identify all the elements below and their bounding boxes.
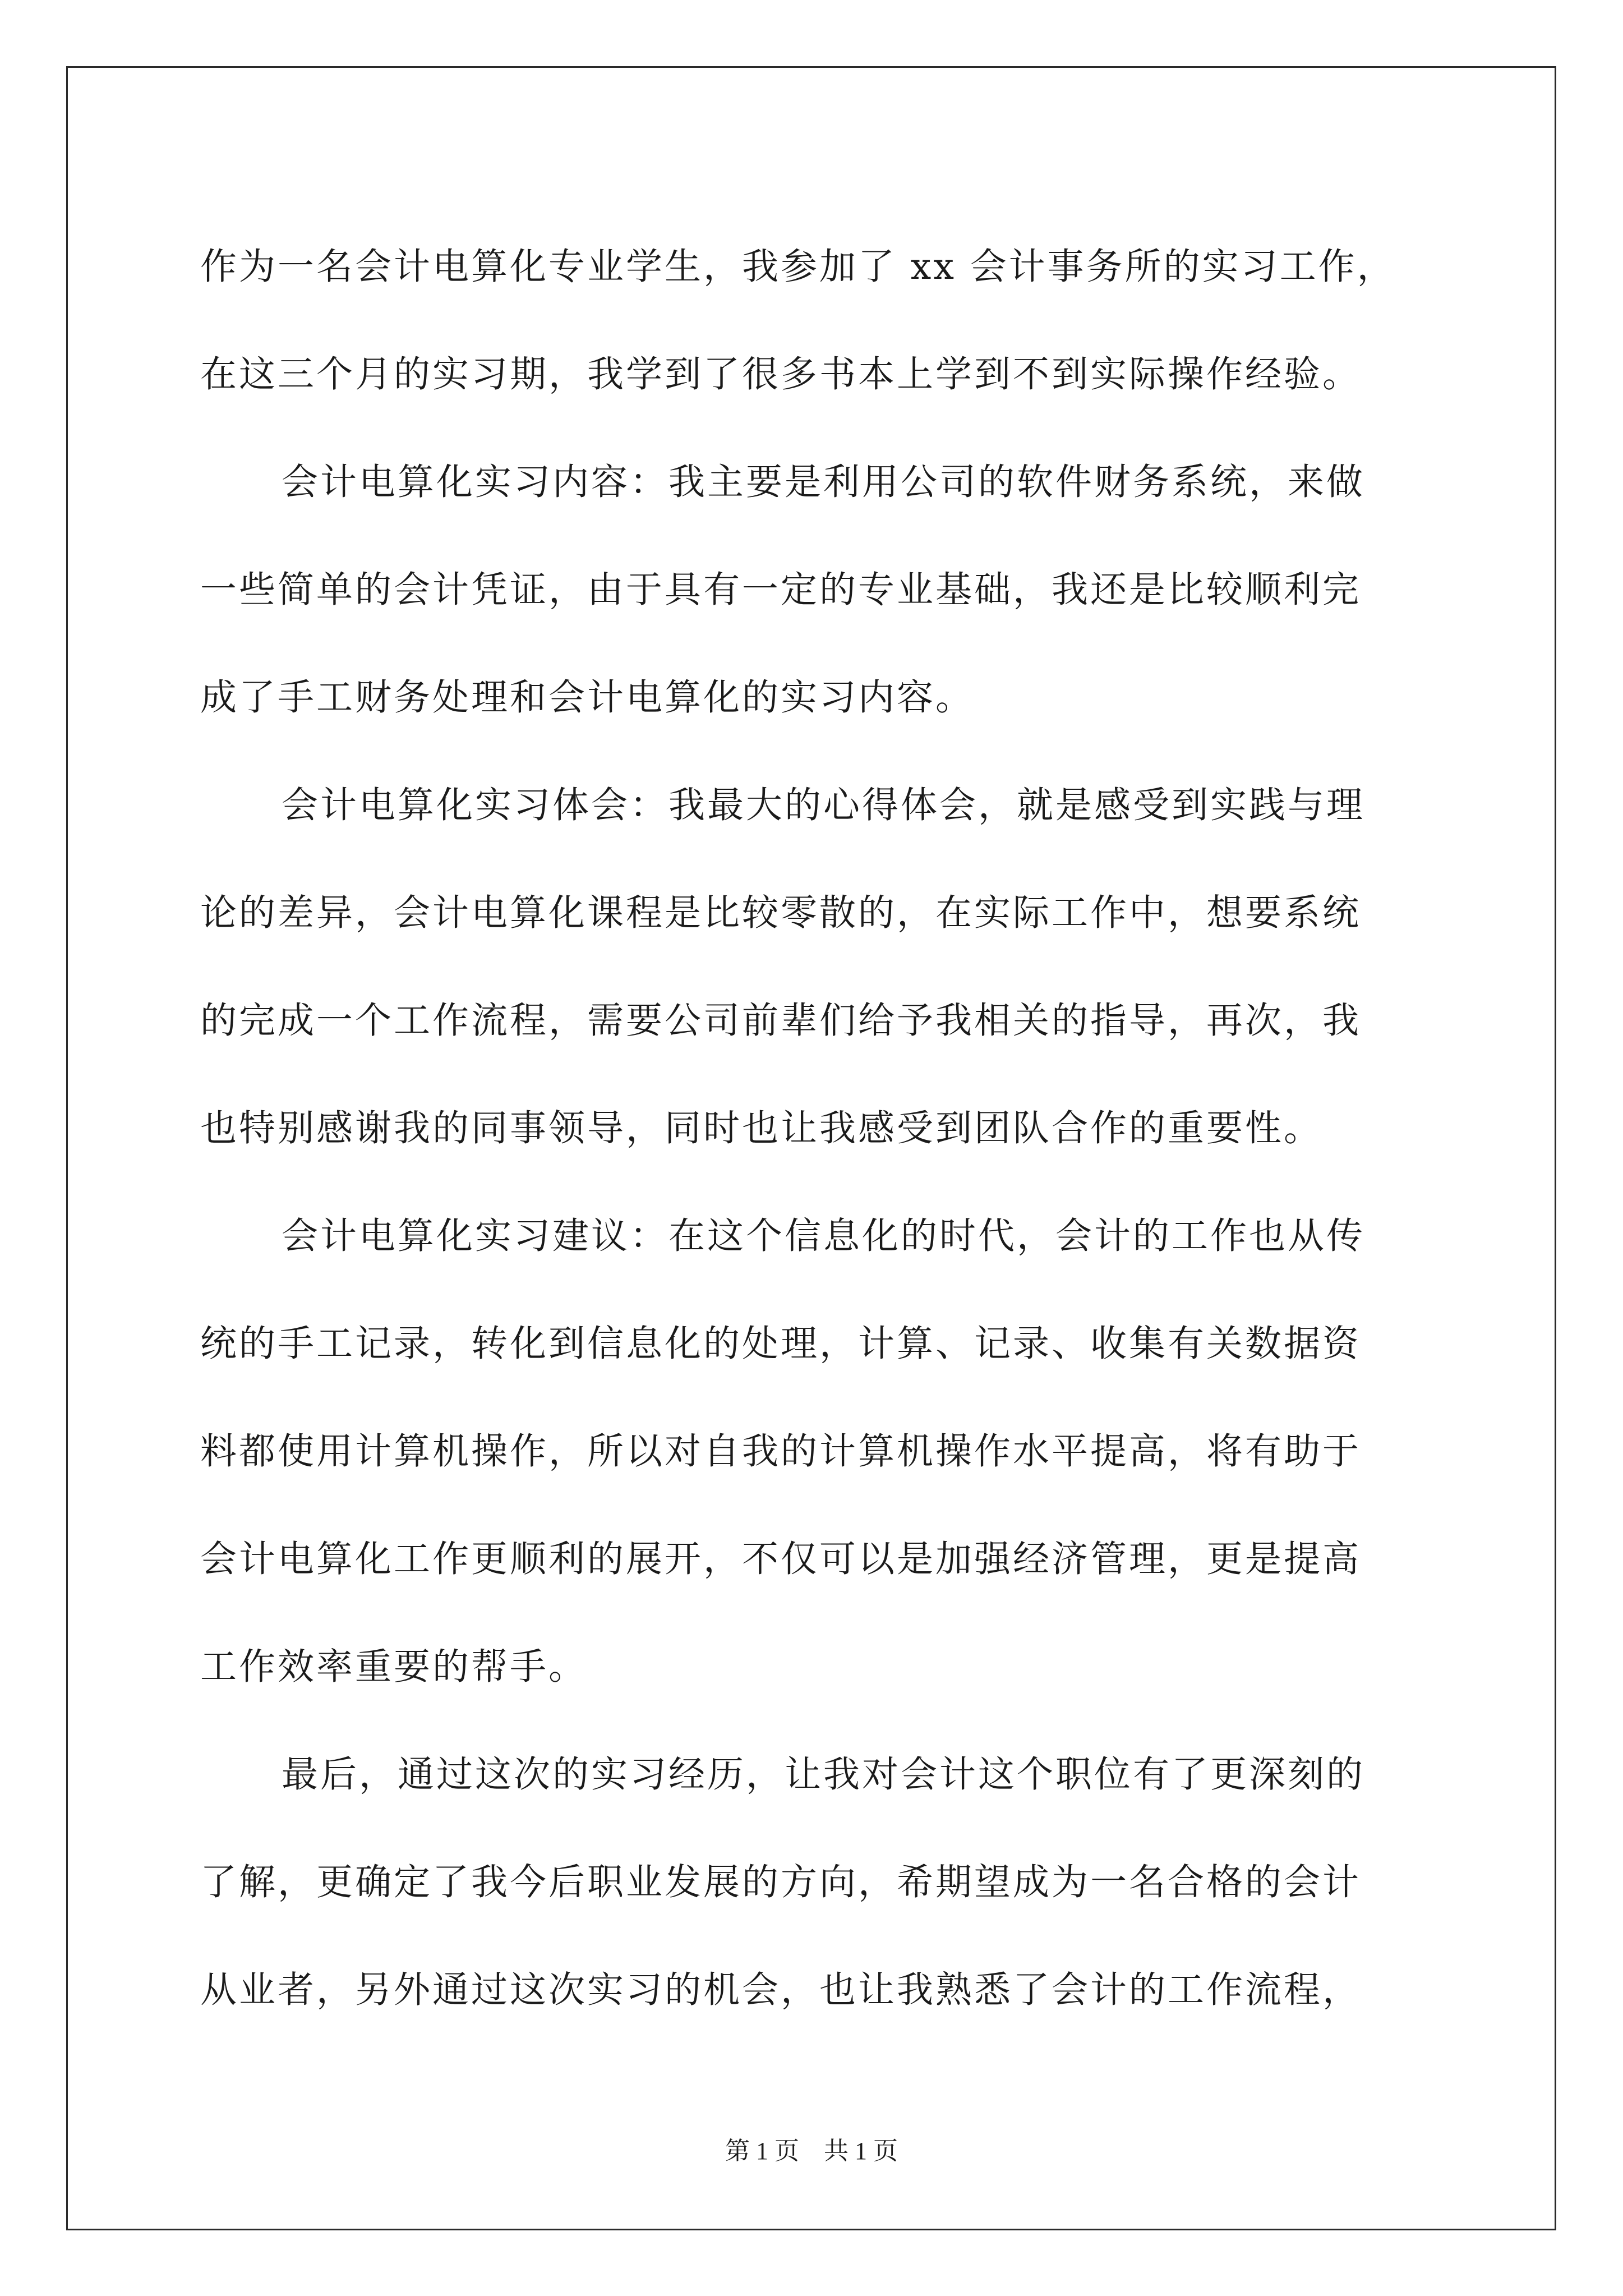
page-footer	[0, 2134, 1623, 2168]
text-line: 会计电算化工作更顺利的展开，不仅可以是加强经济管理，更是提高	[200, 1538, 1362, 1580]
text-line: 最后，通过这次的实习经历，让我对会计这个职位有了更深刻的	[282, 1754, 1366, 1796]
text-line: 在这三个月的实习期，我学到了很多书本上学到不到实际操作经验。	[200, 353, 1362, 395]
text-line: 会计电算化实习体会：我最大的心得体会，就是感受到实践与理	[282, 784, 1366, 826]
text-line: 一些简单的会计凭证，由于具有一定的专业基础，我还是比较顺利完	[200, 569, 1362, 611]
text-line: 成了手工财务处理和会计电算化的实习内容。	[200, 677, 975, 719]
text-line: 料都使用计算机操作，所以对自我的计算机操作水平提高，将有助于	[200, 1430, 1362, 1473]
text-line: 的完成一个工作流程，需要公司前辈们给予我相关的指导，再次，我	[200, 1000, 1362, 1042]
text-line: 工作效率重要的帮手。	[200, 1646, 588, 1688]
text-line: 统的手工记录，转化到信息化的处理，计算、记录、收集有关数据资	[200, 1323, 1362, 1365]
document-body	[200, 213, 1445, 2044]
text-line: 会计电算化实习建议：在这个信息化的时代，会计的工作也从传	[282, 1215, 1366, 1257]
text-line: 论的差异，会计电算化课程是比较零散的，在实际工作中，想要系统	[200, 892, 1362, 934]
text-line: 作为一名会计电算化专业学生，我参加了 xx 会计事务所的实习工作，	[200, 246, 1396, 288]
text-line: 了解，更确定了我今后职业发展的方向，希期望成为一名合格的会计	[200, 1861, 1362, 1903]
text-line: 从业者，另外通过这次实习的机会，也让我熟悉了会计的工作流程，	[200, 1969, 1362, 2011]
text-line: 会计电算化实习内容：我主要是利用公司的软件财务系统，来做	[282, 461, 1366, 503]
page-total: 共 1 页	[824, 2137, 898, 2165]
page-number: 第 1 页	[725, 2137, 799, 2165]
text-line: 也特别感谢我的同事领导，同时也让我感受到团队合作的重要性。	[200, 1107, 1323, 1149]
